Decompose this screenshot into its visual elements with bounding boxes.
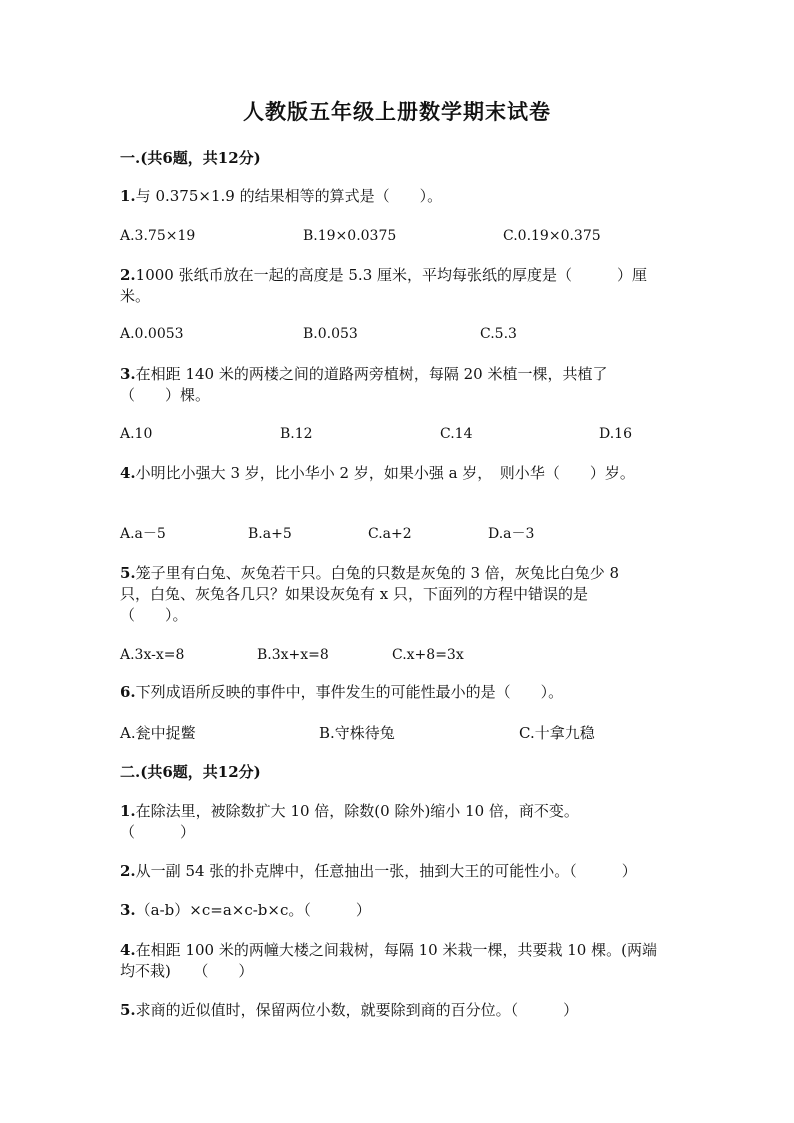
question-number: 2. [120,862,136,880]
s1-q2-option-c: C.5.3 [480,326,517,342]
s1-q4-option-b: B.a+5 [248,526,292,542]
s1-q5-text-line-3: （ ）。 [120,606,188,624]
s2-question-3 [120,900,680,921]
s1-q1-option-b: B.19×0.0375 [303,228,397,244]
s1-q1-option-c: C.0.19×0.375 [503,228,601,244]
s2-question-1 [120,801,680,822]
s1-q5-option-a: A.3x-x=8 [120,647,185,663]
question-text-line-1: 在相距 140 米的两楼之间的道路两旁植树，每隔 20 米植一棵，共植了 [135,365,608,383]
s1-q4-option-a: A.a－5 [120,526,166,542]
question-number: 2. [120,266,136,284]
s1-q4-option-d: D.a－3 [488,526,535,542]
s2-question-2 [120,861,680,882]
s1-question-5 [120,563,680,584]
s1-question-6 [120,682,680,703]
s1-q3-option-b: B.12 [280,426,313,442]
s1-q5-option-c: C.x+8=3x [392,647,464,663]
question-number: 3. [120,365,136,383]
s1-q1-option-a: A.3.75×19 [120,228,196,244]
section-2-heading: 二.(共6题，共12分) [120,763,261,781]
s1-q2-option-b: B.0.053 [303,326,358,342]
question-text-line-1: 在除法里，被除数扩大 10 倍，除数(0 除外)缩小 10 倍，商不变。 [135,802,579,820]
s2-q1-answer-blank: （ ） [120,823,196,841]
s1-question-4 [120,463,680,484]
question-text: 从一副 54 张的扑克牌中，任意抽出一张，抽到大王的可能性小。（ ） [135,862,637,880]
question-text: 与 0.375×1.9 的结果相等的算式是（ ）。 [135,187,443,205]
question-number: 3. [120,901,136,919]
s1-q6-option-c: C.十拿九稳 [519,724,595,742]
question-number: 4. [120,464,136,482]
question-text-line-1: 笼子里有白兔、灰兔若干只。白兔的只数是灰兔的 3 倍，灰兔比白兔少 8 [135,564,620,582]
s1-question-3 [120,364,680,385]
s1-q5-option-b: B.3x+x=8 [257,647,329,663]
question-text: 下列成语所反映的事件中，事件发生的可能性最小的是（ ）。 [135,683,564,701]
question-number: 1. [120,187,136,205]
s1-q2-text-line-2: 米。 [120,287,151,305]
s1-q3-option-d: D.16 [599,426,632,442]
s1-q4-option-c: C.a+2 [368,526,412,542]
question-number: 6. [120,683,136,701]
s1-q5-text-line-2: 只，白兔、灰兔各几只？如果设灰兔有 x 只，下面列的方程中错误的是 [120,585,588,603]
s1-question-1 [120,186,680,207]
question-number: 5. [120,1001,136,1019]
question-text: （a-b）×c=a×c-b×c。（ ） [135,901,371,919]
s1-q3-text-line-2: （ ）棵。 [120,386,211,404]
s2-q4-text-line-2: 均不栽) （ ） [120,962,254,980]
s1-q3-option-c: C.14 [440,426,473,442]
question-text-line-1: 1000 张纸币放在一起的高度是 5.3 厘米，平均每张纸的厚度是（ ）厘 [135,266,648,284]
section-1-heading: 一.(共6题，共12分) [120,149,261,167]
s2-question-4 [120,940,680,961]
question-number: 5. [120,564,136,582]
s2-question-5 [120,1000,680,1021]
s1-q2-option-a: A.0.0053 [120,326,184,342]
question-text: 小明比小强大 3 岁，比小华小 2 岁，如果小强 a 岁， 则小华（ ）岁。 [135,464,635,482]
question-number: 4. [120,941,136,959]
s1-q3-option-a: A.10 [120,426,153,442]
question-text: 求商的近似值时，保留两位小数，就要除到商的百分位。（ ） [135,1001,579,1019]
s1-q6-option-b: B.守株待兔 [319,724,395,742]
s1-question-2 [120,265,680,286]
s1-q6-option-a: A.瓮中捉鳖 [120,724,196,742]
question-number: 1. [120,802,136,820]
question-text-line-1: 在相距 100 米的两幢大楼之间栽树，每隔 10 米栽一棵，共要栽 10 棵。(两端 [135,941,657,959]
page-title: 人教版五年级上册数学期末试卷 [243,99,551,124]
